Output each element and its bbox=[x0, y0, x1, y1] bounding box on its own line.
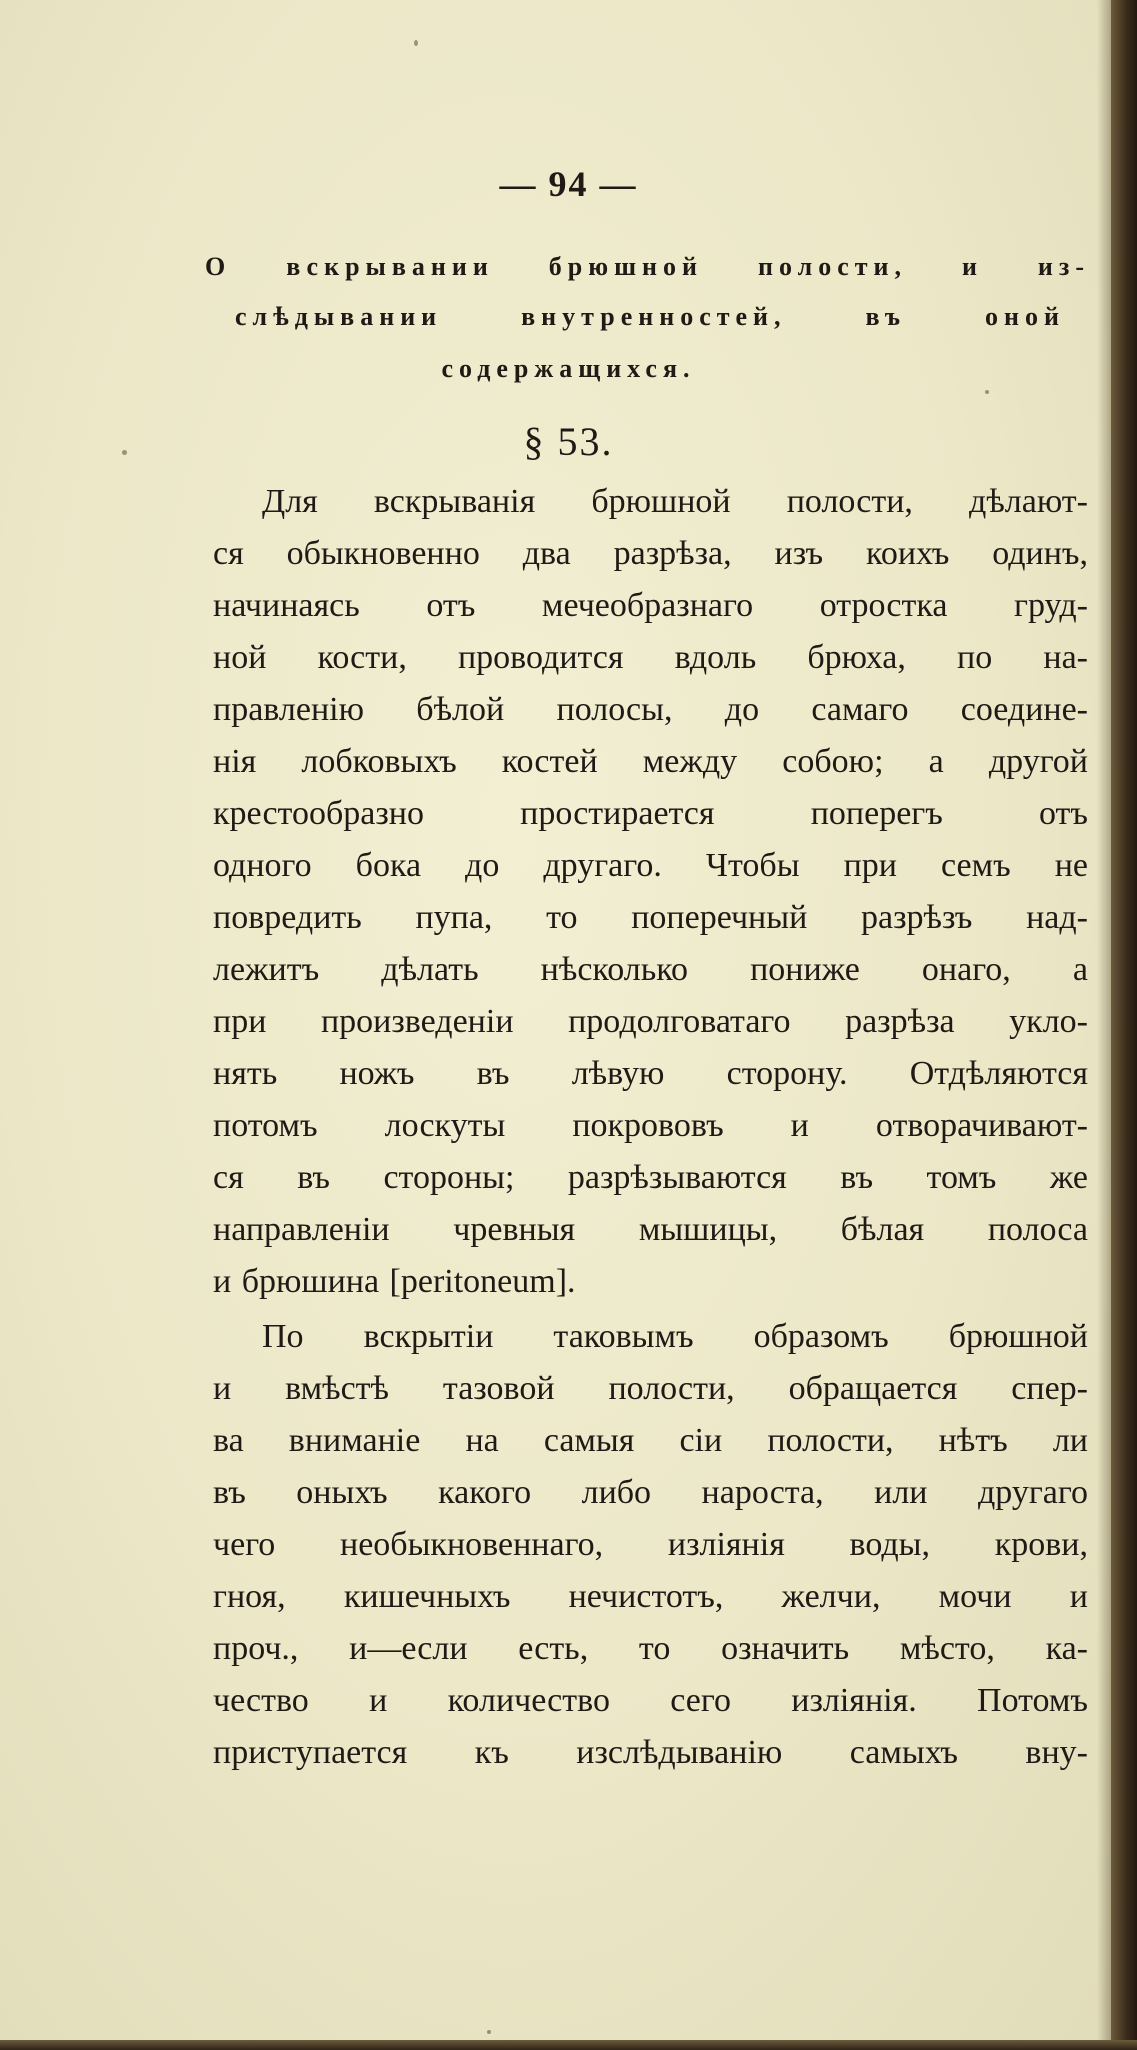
text-line: проч., и—если есть, то означить мѣсто, ка- bbox=[213, 1630, 1088, 1667]
book-binding-edge bbox=[1111, 0, 1137, 2050]
text-line: начинаясь отъ мечеобразнаго отростка груд- bbox=[213, 587, 1088, 624]
text-line: лежитъ дѣлать нѣсколько пониже онаго, а bbox=[213, 951, 1088, 988]
text-line: одного бока до другаго. Чтобы при семъ не bbox=[213, 847, 1088, 884]
text-line: потомъ лоскуты покрововъ и отворачивают- bbox=[213, 1107, 1088, 1144]
text-line: при произведеніи продолговатаго разрѣза укло- bbox=[213, 1003, 1088, 1040]
text-line: правленію бѣлой полосы, до самаго соедине- bbox=[213, 691, 1088, 728]
text-line: приступается къ изслѣдыванію самыхъ вну- bbox=[213, 1734, 1088, 1771]
text-line: крестообразно простирается поперегъ отъ bbox=[213, 795, 1088, 832]
text-line: ной кости, проводится вдоль брюха, по на- bbox=[213, 639, 1088, 676]
chapter-heading-line-2: слѣдывании внутренностей, въ оной bbox=[235, 302, 1065, 331]
chapter-heading-line-1: О вскрывании брюшной полости, и из- bbox=[205, 252, 1090, 281]
text-line: нія лобковыхъ костей между собою; а другой bbox=[213, 743, 1088, 780]
text-line: и вмѣстѣ тазовой полости, обращается спер- bbox=[213, 1370, 1088, 1407]
text-line: ся обыкновенно два разрѣза, изъ коихъ одинъ, bbox=[213, 535, 1088, 572]
text-line: направленіи чревныя мышицы, бѣлая полоса bbox=[213, 1211, 1088, 1248]
text-line: По вскрытіи таковымъ образомъ брюшной bbox=[262, 1318, 1088, 1355]
paper-speck bbox=[414, 40, 418, 46]
text-line: въ оныхъ какого либо нароста, или другаго bbox=[213, 1474, 1088, 1511]
text-line: нять ножъ въ лѣвую сторону. Отдѣляются bbox=[213, 1055, 1088, 1092]
paper-speck bbox=[985, 390, 989, 394]
text-line: Для вскрыванія брюшной полости, дѣлают- bbox=[262, 483, 1088, 520]
text-line: ва вниманіе на самыя сіи полости, нѣтъ ли bbox=[213, 1422, 1088, 1459]
text-line: гноя, кишечныхъ нечистотъ, желчи, мочи и bbox=[213, 1578, 1088, 1615]
paper-speck bbox=[487, 2030, 491, 2034]
page-bottom-edge bbox=[0, 2040, 1137, 2050]
text-line: ся въ стороны; разрѣзываются въ томъ же bbox=[213, 1159, 1088, 1196]
page-number: — 94 — bbox=[499, 164, 638, 204]
text-line: чество и количество сего изліянія. Потомъ bbox=[213, 1682, 1088, 1719]
text-line: и брюшина [peritoneum]. bbox=[213, 1263, 576, 1300]
text-line: чего необыкновеннаго, изліянія воды, крови, bbox=[213, 1526, 1088, 1563]
section-number: § 53. bbox=[523, 419, 614, 464]
text-line: повредить пупа, то поперечный разрѣзъ над- bbox=[213, 899, 1088, 936]
chapter-heading-line-3: содержащихся. bbox=[441, 354, 696, 383]
page-gutter-shadow bbox=[1097, 0, 1111, 2050]
